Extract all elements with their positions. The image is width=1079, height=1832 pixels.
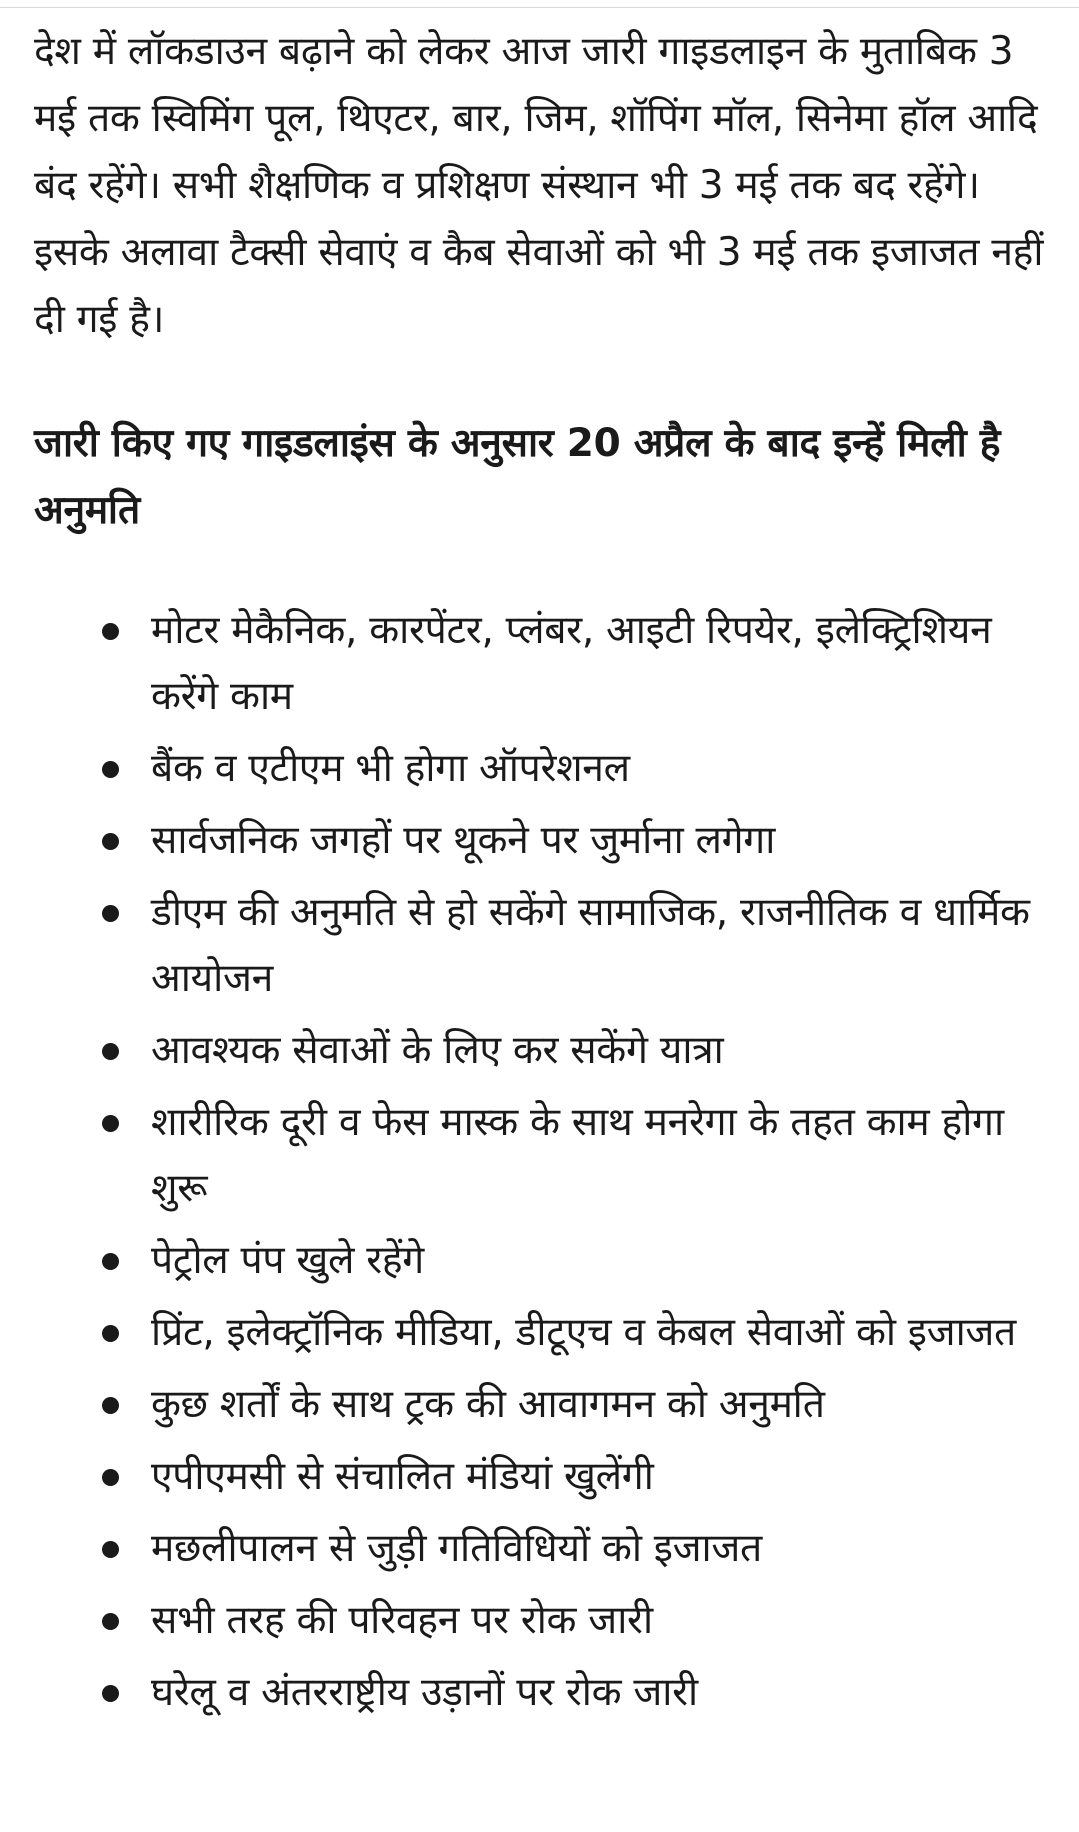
list-item <box>34 1516 1064 1582</box>
list-item-text: शारीरिक दूरी व फेस मास्क के साथ मनरेगा के तहत काम होगा शुरू <box>151 1100 1004 1211</box>
bullet-icon <box>102 905 119 922</box>
list-item <box>34 1444 1064 1510</box>
bullet-icon <box>102 1043 119 1060</box>
bullet-icon <box>102 1541 119 1558</box>
list-item <box>34 1300 1064 1366</box>
list-item <box>34 1090 1064 1222</box>
list-item <box>34 598 1064 730</box>
list-item-text: मोटर मेकैनिक, कारपेंटर, प्लंबर, आइटी रिपयेर, इलेक्ट्रिशियन करेंगे काम <box>151 608 992 719</box>
bullet-icon <box>102 1685 119 1702</box>
bullet-icon <box>102 833 119 850</box>
list-item <box>34 1372 1064 1438</box>
bullet-icon <box>102 1469 119 1486</box>
list-item-text: सार्वजनिक जगहों पर थूकने पर जुर्माना लगेगा <box>151 818 776 863</box>
permissions-list <box>34 598 1064 1726</box>
bullet-icon <box>102 1115 119 1132</box>
list-item <box>34 808 1064 874</box>
bullet-icon <box>102 623 119 640</box>
list-item-text: डीएम की अनुमति से हो सकेंगे सामाजिक, राजनीतिक व धार्मिक आयोजन <box>151 890 1030 1001</box>
list-item <box>34 880 1064 1012</box>
list-item-text: कुछ शर्तों के साथ ट्रक की आवागमन को अनुमति <box>151 1382 825 1427</box>
list-item <box>34 736 1064 802</box>
list-item <box>34 1588 1064 1654</box>
list-item-text: बैंक व एटीएम भी होगा ऑपरेशनल <box>151 746 630 791</box>
section-heading: जारी किए गए गाइडलाइंस के अनुसार 20 अप्रैल के बाद इन्हें मिली है अनुमति <box>34 421 1001 533</box>
intro-paragraph: देश में लॉकडाउन बढ़ाने को लेकर आज जारी गाइडलाइन के मुताबिक 3 मई तक स्विमिंग पूल, थिएटर, बार, जिम, शॉपिंग मॉल, सिनेमा हॉल आदि बंद रहेंगे। सभी शैक्षणिक व प्रशिक्षण संस्थान भी 3 मई तक बद रहेंगे। इसके अलावा टैक्सी सेवाएं व कैब सेवाओं को भी 3 मई तक इजाजत नहीं दी गई है। <box>34 29 1044 342</box>
list-item-text: प्रिंट, इलेक्ट्रॉनिक मीडिया, डीटूएच व केबल सेवाओं को इजाजत <box>151 1310 1016 1355</box>
list-item <box>34 1660 1064 1726</box>
list-item-text: सभी तरह की परिवहन पर रोक जारी <box>151 1598 653 1643</box>
bullet-icon <box>102 1397 119 1414</box>
list-item <box>34 1018 1064 1084</box>
top-divider <box>0 0 1079 8</box>
list-item-text: मछलीपालन से जुड़ी गतिविधियों को इजाजत <box>151 1526 762 1571</box>
bullet-icon <box>102 761 119 778</box>
list-item <box>34 1228 1064 1294</box>
list-item-text: पेट्रोल पंप खुले रहेंगे <box>151 1238 424 1283</box>
bullet-icon <box>102 1613 119 1630</box>
list-item-text: एपीएमसी से संचालित मंडियां खुलेंगी <box>151 1454 654 1499</box>
article-body <box>34 18 1064 1732</box>
bullet-icon <box>102 1325 119 1342</box>
list-item-text: आवश्यक सेवाओं के लिए कर सकेंगे यात्रा <box>151 1028 724 1073</box>
bullet-icon <box>102 1253 119 1270</box>
list-item-text: घरेलू व अंतरराष्ट्रीय उड़ानों पर रोक जारी <box>151 1670 698 1715</box>
